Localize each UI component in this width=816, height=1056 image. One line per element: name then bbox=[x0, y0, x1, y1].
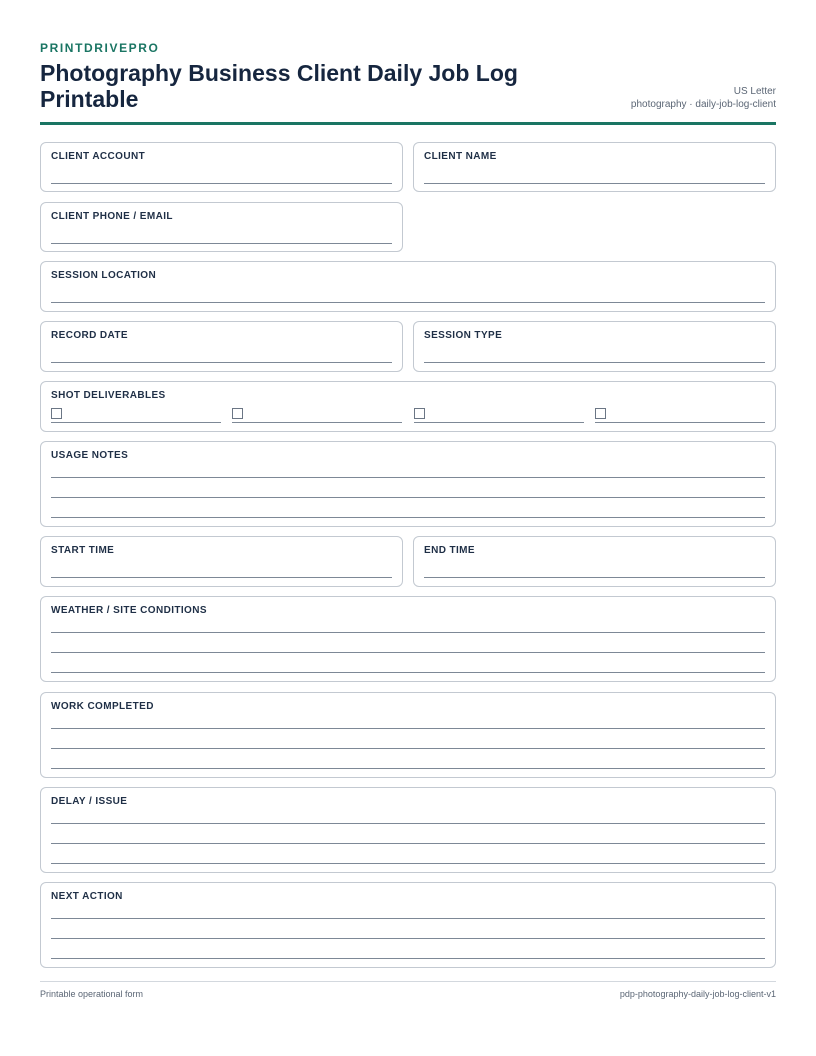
document-category: photography · daily-job-log-client bbox=[630, 99, 776, 110]
deliverable-checkbox-3[interactable] bbox=[414, 408, 425, 419]
footer-divider bbox=[40, 981, 776, 982]
write-line bbox=[51, 632, 765, 633]
footer-form-type: Printable operational form bbox=[40, 989, 144, 999]
write-line bbox=[51, 918, 765, 919]
write-line bbox=[51, 958, 765, 959]
brand-logo-text: PRINTDRIVEPRO bbox=[40, 41, 160, 55]
footer-form-id: pdp-photography-daily-job-log-client-v1 bbox=[619, 989, 776, 999]
shot-deliverables-label: SHOT DELIVERABLES bbox=[51, 390, 166, 401]
client-account-label: CLIENT ACCOUNT bbox=[51, 151, 146, 162]
write-line bbox=[51, 477, 765, 478]
write-line bbox=[51, 243, 392, 244]
write-line bbox=[51, 938, 765, 939]
write-line bbox=[51, 863, 765, 864]
session-type-label: SESSION TYPE bbox=[424, 330, 503, 341]
end-time-label: END TIME bbox=[424, 545, 475, 556]
write-line bbox=[51, 728, 765, 729]
write-line bbox=[232, 422, 402, 423]
delay-issue-label: DELAY / ISSUE bbox=[51, 796, 128, 807]
paper-size: US Letter bbox=[733, 86, 776, 97]
record-date-label: RECORD DATE bbox=[51, 330, 128, 341]
write-line bbox=[51, 497, 765, 498]
write-line bbox=[414, 422, 584, 423]
work-completed-label: WORK COMPLETED bbox=[51, 701, 154, 712]
write-line bbox=[595, 422, 765, 423]
write-line bbox=[51, 422, 221, 423]
write-line bbox=[51, 362, 392, 363]
delay-issue-field[interactable] bbox=[40, 787, 776, 873]
next-action-label: NEXT ACTION bbox=[51, 891, 123, 902]
next-action-field[interactable] bbox=[40, 882, 776, 968]
write-line bbox=[51, 302, 765, 303]
write-line bbox=[424, 362, 765, 363]
document-meta bbox=[631, 85, 776, 111]
record-date-field[interactable] bbox=[40, 321, 403, 372]
shot-deliverables-field bbox=[40, 381, 776, 432]
write-line bbox=[51, 748, 765, 749]
write-line bbox=[424, 577, 765, 578]
start-time-label: START TIME bbox=[51, 545, 115, 556]
header-divider bbox=[40, 122, 776, 125]
weather-site-conditions-field[interactable] bbox=[40, 596, 776, 682]
write-line bbox=[51, 577, 392, 578]
usage-notes-label: USAGE NOTES bbox=[51, 450, 129, 461]
write-line bbox=[51, 652, 765, 653]
deliverable-checkbox-4[interactable] bbox=[595, 408, 606, 419]
write-line bbox=[51, 843, 765, 844]
weather-site-conditions-label: WEATHER / SITE CONDITIONS bbox=[51, 605, 207, 616]
write-line bbox=[51, 183, 392, 184]
write-line bbox=[51, 672, 765, 673]
usage-notes-field[interactable] bbox=[40, 441, 776, 527]
deliverable-checkbox-1[interactable] bbox=[51, 408, 62, 419]
write-line bbox=[51, 517, 765, 518]
client-name-field[interactable] bbox=[413, 142, 776, 192]
client-phone-email-label: CLIENT PHONE / EMAIL bbox=[51, 211, 173, 222]
client-name-label: CLIENT NAME bbox=[424, 151, 497, 162]
start-time-field[interactable] bbox=[40, 536, 403, 587]
client-phone-email-field[interactable] bbox=[40, 202, 403, 252]
write-line bbox=[424, 183, 765, 184]
work-completed-field[interactable] bbox=[40, 692, 776, 778]
page-title: Photography Business Client Daily Job Log Printable bbox=[40, 60, 518, 112]
session-location-label: SESSION LOCATION bbox=[51, 270, 157, 281]
end-time-field[interactable] bbox=[413, 536, 776, 587]
write-line bbox=[51, 768, 765, 769]
deliverable-checkbox-2[interactable] bbox=[232, 408, 243, 419]
client-account-field[interactable] bbox=[40, 142, 403, 192]
session-type-field[interactable] bbox=[413, 321, 776, 372]
write-line bbox=[51, 823, 765, 824]
session-location-field[interactable] bbox=[40, 261, 776, 312]
